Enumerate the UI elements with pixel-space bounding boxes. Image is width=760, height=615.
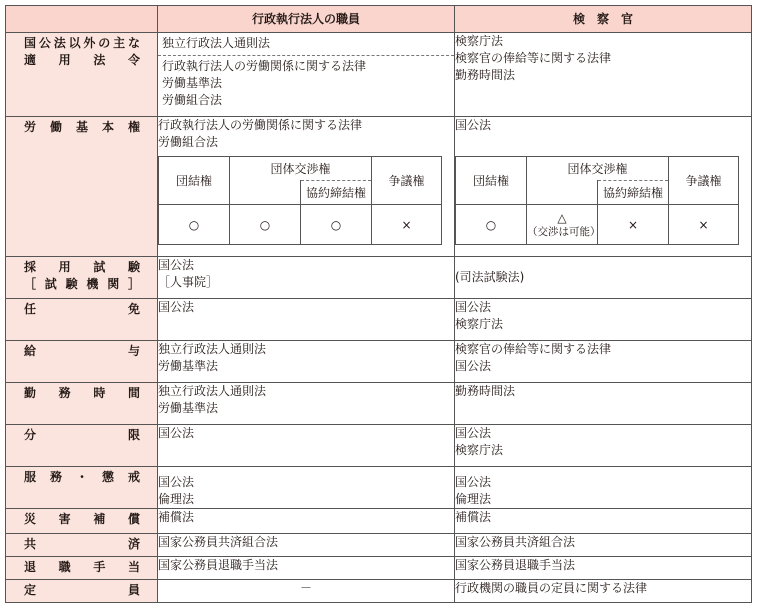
cell-a-teiin: － [158, 580, 455, 603]
row-kinmu [6, 383, 752, 425]
value-kosho: ○ [230, 205, 301, 245]
law-name: 労働基準法 [162, 76, 223, 90]
row-applicable-laws [6, 33, 752, 117]
row-fukumu [6, 467, 752, 509]
value-danketsu: ○ [456, 205, 527, 245]
law-name: 行政執行法人の労働関係に関する法律 [158, 118, 363, 132]
cell-a-kinmu: 独立行政法人通則法 労働基準法 [158, 383, 455, 425]
label-kinmu: 勤務時間 [6, 383, 158, 425]
row-saigai [6, 509, 752, 534]
row-teiin [6, 580, 752, 603]
row-ninmen [6, 299, 752, 341]
cell-a-kyosai: 国家公務員共済組合法 [158, 534, 455, 557]
law-name: 検察庁法 [455, 34, 504, 48]
labor-rights-subtable-a [158, 156, 442, 245]
cell-a-exam: 国公法 ［人事院］ [158, 257, 455, 299]
law-name: 労働組合法 [158, 135, 219, 149]
law-name: 国公法 [455, 118, 492, 132]
cell-a-taishoku: 国家公務員退職手当法 [158, 557, 455, 580]
sub-header-kyoyaku: 協約締結権 [598, 181, 669, 205]
cell-b-fukumu: 国公法 倫理法 [455, 467, 752, 509]
sub-header-sogi: 争議権 [372, 157, 442, 205]
label-line: 国公法以外の主な [24, 36, 140, 50]
label-fukumu: 服務・懲戒 [6, 467, 158, 509]
cell-b-teiin: 行政機関の職員の定員に関する法律 [455, 580, 752, 603]
cell-a-kyuyo: 独立行政法人通則法 労働基準法 [158, 341, 455, 383]
value-sogi: × [669, 205, 739, 245]
cell-b-taishoku: 国家公務員退職手当法 [455, 557, 752, 580]
sub-header-kosho: 団体交渉権 [527, 157, 669, 181]
cell-b-ninmen: 国公法 検察庁法 [455, 299, 752, 341]
sub-header-danketsu: 団結権 [456, 157, 527, 205]
header-gyosei-shikko: 行政執行法人の職員 [158, 6, 455, 33]
value-kyoyaku: × [598, 205, 669, 245]
cell-b-exam: (司法試験法) [455, 257, 752, 299]
label-applicable-laws [6, 33, 158, 117]
value-kosho: △ （交渉は可能） [527, 205, 598, 245]
header-corner [6, 6, 158, 33]
cell-a-saigai: 補償法 [158, 509, 455, 534]
law-name: 労働組合法 [162, 93, 223, 107]
row-exam [6, 257, 752, 299]
row-kyosai [6, 534, 752, 557]
law-name: 行政執行法人の労働関係に関する法律 [162, 59, 367, 73]
value-sogi: × [372, 205, 442, 245]
row-kyuyo [6, 341, 752, 383]
cell-a-fukumu: 国公法 倫理法 [158, 467, 455, 509]
cell-b-kyosai: 国家公務員共済組合法 [455, 534, 752, 557]
label-ninmen: 任免 [6, 299, 158, 341]
kosho-note: （交渉は可能） [527, 226, 601, 238]
sub-header-kosho: 団体交渉権 [230, 157, 372, 181]
law-name: 検察官の俸給等に関する法律 [455, 51, 612, 65]
label-exam: 採 用 試 験 ［試験機関］ [6, 257, 158, 299]
label-line: 適 用 法 令 [24, 53, 140, 67]
label-saigai: 災害補償 [6, 509, 158, 534]
cell-a-labor-rights [158, 117, 455, 257]
cell-b-kinmu: 勤務時間法 [455, 383, 752, 425]
sub-header-sogi: 争議権 [669, 157, 739, 205]
header-row [6, 6, 752, 33]
label-kyuyo: 給与 [6, 341, 158, 383]
row-labor-rights [6, 117, 752, 257]
label-labor-rights: 労働基本権 [6, 117, 158, 257]
label-bungen: 分限 [6, 425, 158, 467]
cell-b-saigai: 補償法 [455, 509, 752, 534]
cell-b-applicable-laws [455, 33, 752, 117]
row-taishoku [6, 557, 752, 580]
sub-header-danketsu: 団結権 [159, 157, 230, 205]
value-kyoyaku: ○ [301, 205, 372, 245]
value-danketsu: ○ [159, 205, 230, 245]
cell-b-labor-rights [455, 117, 752, 257]
cell-a-ninmen: 国公法 [158, 299, 455, 341]
label-taishoku: 退職手当 [6, 557, 158, 580]
law-name: 独立行政法人通則法 [162, 36, 271, 50]
header-kensatsukan: 検 察 官 [455, 6, 752, 33]
sub-header-kyoyaku: 協約締結権 [301, 181, 372, 205]
cell-b-kyuyo: 検察官の俸給等に関する法律 国公法 [455, 341, 752, 383]
law-comparison-table [5, 5, 752, 603]
label-kyosai: 共済 [6, 534, 158, 557]
cell-a-applicable-laws [158, 33, 455, 117]
label-teiin: 定員 [6, 580, 158, 603]
cell-b-bungen: 国公法 検察庁法 [455, 425, 752, 467]
law-name: 勤務時間法 [455, 68, 516, 82]
labor-rights-subtable-b [455, 156, 739, 245]
row-bungen [6, 425, 752, 467]
cell-a-bungen: 国公法 [158, 425, 455, 467]
